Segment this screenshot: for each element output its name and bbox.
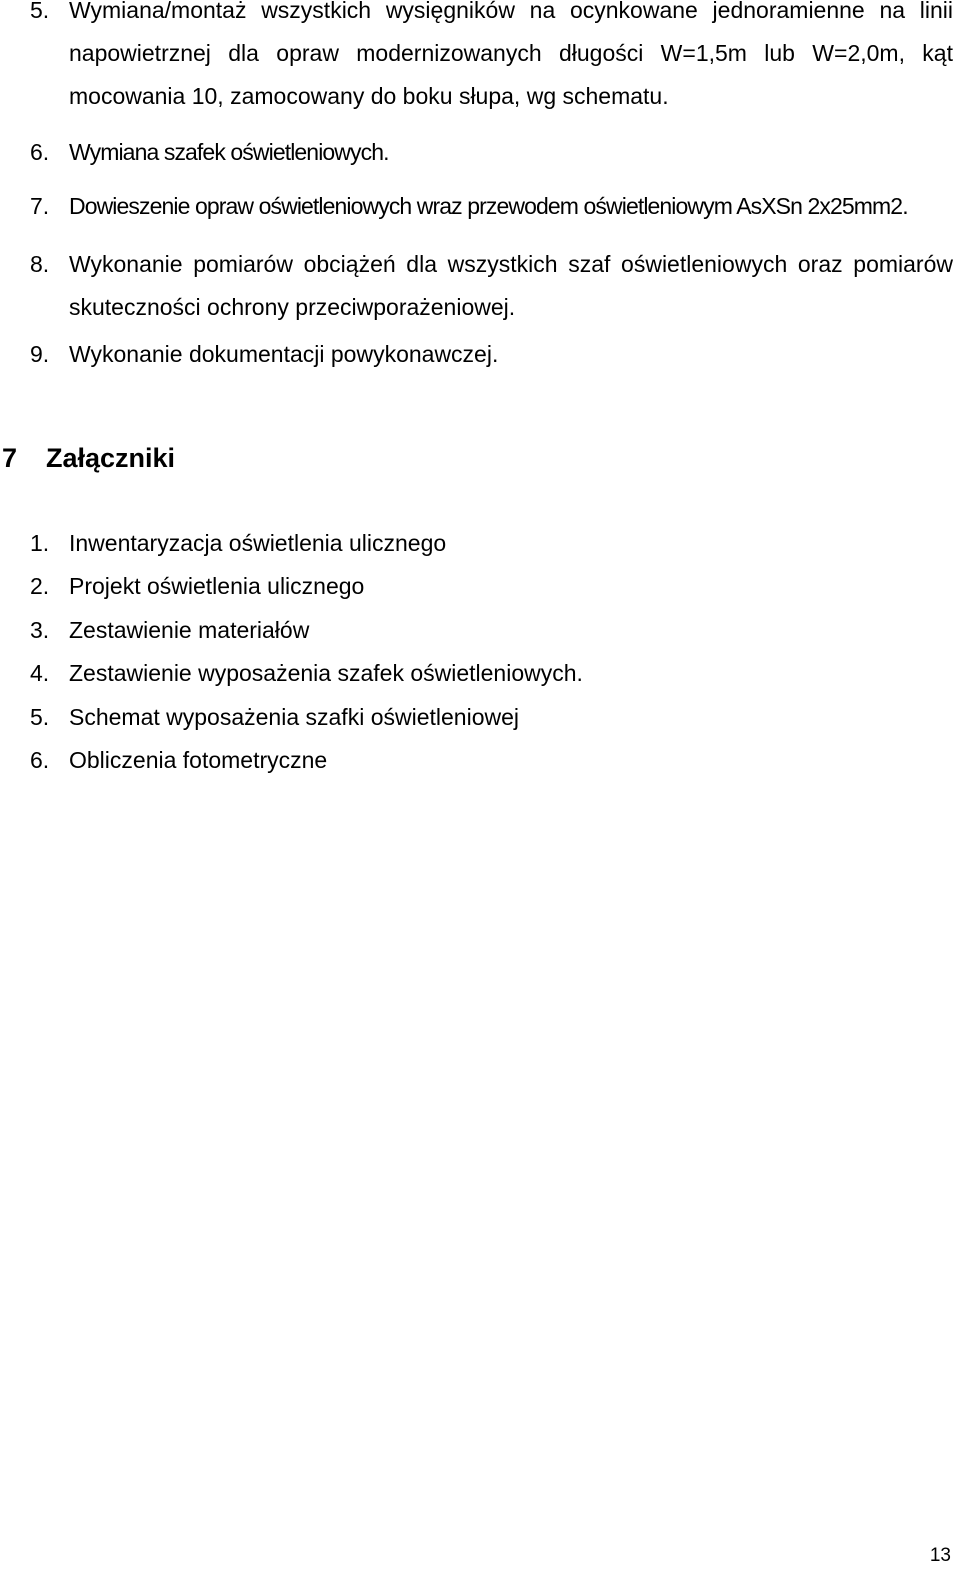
list-item xyxy=(0,243,960,329)
list-item xyxy=(0,0,960,118)
list-item-number: 6. xyxy=(30,747,50,773)
list-item xyxy=(0,333,960,376)
list-item xyxy=(0,609,960,652)
list-item-number: 3. xyxy=(30,617,50,643)
list-item-text: Wykonanie pomiarów obciążeń dla wszystkich szaf oświetleniowych oraz pomiarów skuteczności ochrony przeciwporażeniowej. xyxy=(69,251,953,320)
list-item-number: 7. xyxy=(30,193,50,219)
list-item xyxy=(0,696,960,739)
list-item-number: 5. xyxy=(30,704,50,730)
section-number: 7 xyxy=(2,443,18,473)
list-item-text: Dowieszenie opraw oświetleniowych wraz przewodem oświetleniowym AsXSn 2x25mm2. xyxy=(69,193,908,219)
list-item-number: 5. xyxy=(30,0,50,23)
list-item-text: Schemat wyposażenia szafki oświetleniowej xyxy=(69,704,519,730)
list-item xyxy=(0,565,960,608)
list-item xyxy=(0,185,960,228)
list-item-text: Inwentaryzacja oświetlenia ulicznego xyxy=(69,530,447,556)
list-item xyxy=(0,131,960,174)
list-item xyxy=(0,522,960,565)
list-item-text: Zestawienie wyposażenia szafek oświetleniowych. xyxy=(69,660,583,686)
list-item-number: 2. xyxy=(30,573,50,599)
list-item-text: Obliczenia fotometryczne xyxy=(69,747,328,773)
list-item-text: Wykonanie dokumentacji powykonawczej. xyxy=(69,341,499,367)
section-title: Załączniki xyxy=(46,443,176,473)
list-item-number: 8. xyxy=(30,251,50,277)
list-item-number: 9. xyxy=(30,341,50,367)
list-item-number: 4. xyxy=(30,660,50,686)
list-item-number: 6. xyxy=(30,139,50,165)
list-item-text: Zestawienie materiałów xyxy=(69,617,310,643)
list-item-text: Wymiana/montaż wszystkich wysięgników na ocynkowane jednoramienne na linii napowietrznej dla opraw modernizowanych długości W=1,5m lub W=2,0m, kąt mocowania 10, zamocowany do boku słupa, wg schematu. xyxy=(69,0,953,109)
list-item-number: 1. xyxy=(30,530,50,556)
list-item-text: Wymiana szafek oświetleniowych. xyxy=(69,139,389,165)
list-item-text: Projekt oświetlenia ulicznego xyxy=(69,573,365,599)
page-number: 13 xyxy=(929,1545,951,1566)
list-item xyxy=(0,739,960,782)
list-item xyxy=(0,652,960,695)
